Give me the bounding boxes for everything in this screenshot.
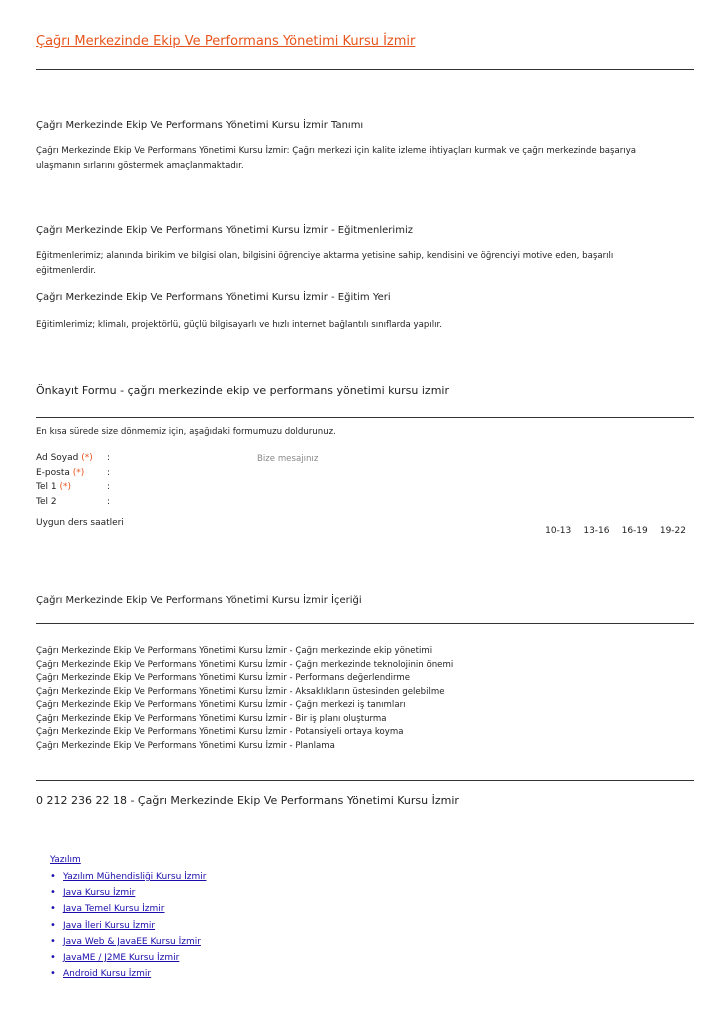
- content-list: [36, 645, 453, 753]
- tel2-label: Tel 2: [36, 496, 57, 507]
- footer-list-item: [50, 950, 206, 966]
- tel1-label: Tel 1: [36, 482, 57, 492]
- name-label: Ad Soyad: [36, 453, 79, 463]
- instructors-line-1: Eğitmenlerimiz; alanında birikim ve bilgisi olan, bilgisini öğrenciye aktarma yetisine sahip, kendisini ve öğrenciyi motive eden, başarılı: [36, 251, 614, 261]
- tel1-colon: :: [107, 482, 111, 492]
- form-row-email: [36, 468, 246, 483]
- name-required-mark: (*): [81, 453, 93, 463]
- email-input[interactable]: [118, 469, 238, 481]
- content-heading: Çağrı Merkezinde Ekip Ve Performans Yönetimi Kursu İzmir İçeriği: [36, 595, 362, 606]
- content-divider: [36, 623, 694, 624]
- hour-option-10-13[interactable]: 10-13: [545, 526, 572, 536]
- definition-line-1: Çağrı Merkezinde Ekip Ve Performans Yönetimi Kursu İzmir: Çağrı merkezi için kalite izleme ihtiyaçları kurmak ve çağrı merkezinde başarıya: [36, 146, 637, 156]
- content-bottom-divider: [36, 780, 694, 781]
- hours-label: Uygun ders saatleri: [36, 518, 124, 528]
- instructors-heading: Çağrı Merkezinde Ekip Ve Performans Yönetimi Kursu İzmir - Eğitmenlerimiz: [36, 225, 413, 236]
- footer-link-list: [50, 869, 206, 982]
- content-item: Çağrı Merkezinde Ekip Ve Performans Yönetimi Kursu İzmir - Çağrı merkezinde teknolojinin önemi: [36, 659, 454, 670]
- content-item: Çağrı Merkezinde Ekip Ve Performans Yönetimi Kursu İzmir - Çağrı merkezi iş tanımları: [36, 700, 406, 710]
- link-software-engineering[interactable]: Yazılım Mühendisliği Kursu İzmir: [63, 872, 207, 882]
- hour-option-16-19[interactable]: 16-19: [621, 526, 648, 536]
- contact-phone-line: 0 212 236 22 18 - Çağrı Merkezinde Ekip Ve Performans Yönetimi Kursu İzmir: [36, 794, 459, 807]
- definition-line-2: ulaşmanın sırlarını göstermek amaçlanmaktadır.: [36, 161, 244, 171]
- name-colon: :: [107, 453, 111, 463]
- message-textarea[interactable]: [257, 454, 497, 504]
- footer-category-link[interactable]: Yazılım: [50, 855, 81, 865]
- tel1-input[interactable]: [118, 483, 238, 495]
- link-android[interactable]: Android Kursu İzmir: [63, 969, 152, 980]
- link-java-basic[interactable]: Java Temel Kursu İzmir: [63, 904, 165, 915]
- location-heading: Çağrı Merkezinde Ekip Ve Performans Yönetimi Kursu İzmir - Eğitim Yeri: [36, 292, 391, 303]
- form-row-tel1: [36, 482, 246, 497]
- name-input[interactable]: [118, 454, 238, 466]
- hours-options: [538, 518, 686, 537]
- footer-list-item: [50, 918, 206, 934]
- footer-links: [50, 853, 206, 982]
- link-java[interactable]: Java Kursu İzmir: [63, 888, 136, 899]
- tel2-colon: :: [107, 496, 111, 507]
- tel1-required-mark: (*): [59, 482, 71, 492]
- content-item: Çağrı Merkezinde Ekip Ve Performans Yönetimi Kursu İzmir - Potansiyeli ortaya koyma: [36, 727, 404, 737]
- email-label: E-posta: [36, 467, 70, 478]
- location-text: Eğitimlerimiz; klimalı, projektörlü, güçlü bilgisayarlı ve hızlı internet bağlantılı sınıflarda yapılır.: [36, 320, 442, 330]
- email-colon: :: [107, 467, 111, 478]
- definition-heading: Çağrı Merkezinde Ekip Ve Performans Yönetimi Kursu İzmir Tanımı: [36, 120, 364, 131]
- link-java-advanced[interactable]: Java İleri Kursu İzmir: [63, 920, 156, 931]
- link-java-web[interactable]: Java Web & JavaEE Kursu İzmir: [63, 936, 201, 947]
- instructors-text: [36, 249, 706, 279]
- email-required-mark: (*): [72, 467, 85, 478]
- content-item: Çağrı Merkezinde Ekip Ve Performans Yönetimi Kursu İzmir - Performans değerlendirme: [36, 673, 411, 683]
- footer-list-item: [50, 966, 206, 982]
- footer-list-item: [50, 901, 206, 917]
- footer-list-item: [50, 885, 206, 901]
- form-fields: [36, 453, 246, 511]
- content-item: Çağrı Merkezinde Ekip Ve Performans Yönetimi Kursu İzmir - Bir iş planı oluşturma: [36, 713, 387, 724]
- page-title-link[interactable]: Çağrı Merkezinde Ekip Ve Performans Yönetimi Kursu İzmir: [36, 34, 416, 49]
- title-divider: [36, 69, 694, 70]
- instructors-line-2: eğitmenlerdir.: [36, 266, 96, 276]
- form-row-tel2: [36, 497, 246, 512]
- form-row-name: [36, 453, 246, 468]
- hour-option-19-22[interactable]: 19-22: [659, 526, 686, 536]
- footer-list-item: [50, 869, 206, 885]
- form-heading: Önkayıt Formu - çağrı merkezinde ekip ve performans yönetimi kursu izmir: [36, 384, 449, 397]
- link-javame[interactable]: JavaME / J2ME Kursu İzmir: [63, 952, 180, 963]
- form-divider: [36, 417, 694, 418]
- definition-text: [36, 144, 706, 174]
- tel2-input[interactable]: [118, 498, 238, 510]
- content-item: Çağrı Merkezinde Ekip Ve Performans Yönetimi Kursu İzmir - Çağrı merkezinde ekip yönetimi: [36, 646, 433, 656]
- hour-option-13-16[interactable]: 13-16: [583, 526, 610, 536]
- footer-list-item: [50, 934, 206, 950]
- content-item: Çağrı Merkezinde Ekip Ve Performans Yönetimi Kursu İzmir - Aksaklıkların üstesinden gelebilme: [36, 686, 445, 697]
- content-item: Çağrı Merkezinde Ekip Ve Performans Yönetimi Kursu İzmir - Planlama: [36, 740, 335, 751]
- form-intro: En kısa sürede size dönmemiz için, aşağıdaki formumuzu doldurunuz.: [36, 427, 336, 437]
